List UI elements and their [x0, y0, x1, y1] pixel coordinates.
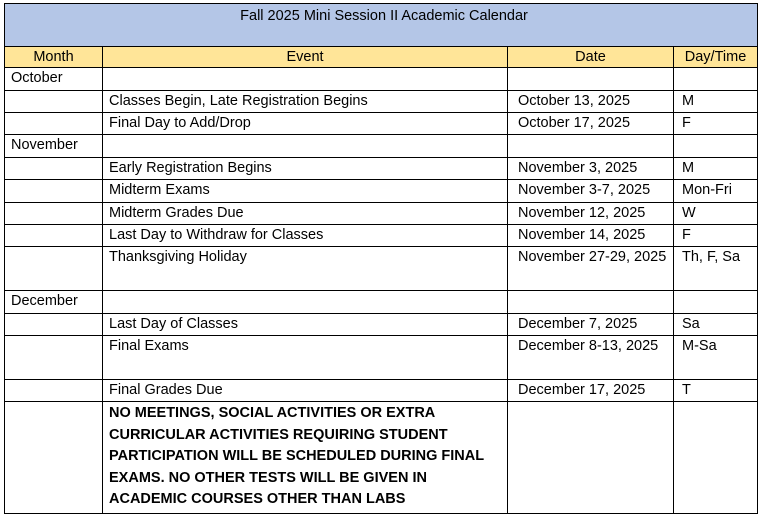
- empty-cell: [5, 202, 103, 224]
- day-cell: Th, F, Sa: [674, 247, 758, 291]
- event-cell: Midterm Grades Due: [103, 202, 508, 224]
- empty-cell: [5, 225, 103, 247]
- month-row-december: [5, 291, 758, 313]
- empty-cell: [5, 313, 103, 335]
- day-cell: W: [674, 202, 758, 224]
- date-cell: December 7, 2025: [508, 313, 674, 335]
- event-cell: Midterm Exams: [103, 180, 508, 202]
- date-cell: November 14, 2025: [508, 225, 674, 247]
- empty-cell: [674, 135, 758, 157]
- table-row: [5, 336, 758, 380]
- empty-cell: [674, 68, 758, 90]
- column-header-month: Month: [5, 46, 103, 67]
- date-cell: December 17, 2025: [508, 379, 674, 401]
- date-cell: December 8-13, 2025: [508, 336, 674, 380]
- day-cell: M-Sa: [674, 336, 758, 380]
- day-cell: F: [674, 225, 758, 247]
- empty-cell: [5, 113, 103, 135]
- empty-cell: [5, 247, 103, 291]
- day-cell: F: [674, 113, 758, 135]
- calendar-title: Fall 2025 Mini Session II Academic Calendar: [5, 4, 758, 47]
- month-label-october: October: [5, 68, 103, 90]
- empty-cell: [5, 157, 103, 179]
- empty-cell: [508, 291, 674, 313]
- table-row: [5, 113, 758, 135]
- table-row: [5, 157, 758, 179]
- empty-cell: [5, 336, 103, 380]
- date-cell: November 3-7, 2025: [508, 180, 674, 202]
- day-cell: Mon-Fri: [674, 180, 758, 202]
- empty-cell: [5, 90, 103, 112]
- event-cell: Thanksgiving Holiday: [103, 247, 508, 291]
- date-cell: November 27-29, 2025: [508, 247, 674, 291]
- table-row: [5, 180, 758, 202]
- column-header-event: Event: [103, 46, 508, 67]
- table-row: [5, 202, 758, 224]
- event-cell: Final Grades Due: [103, 379, 508, 401]
- day-cell: M: [674, 157, 758, 179]
- day-cell: T: [674, 379, 758, 401]
- table-row: [5, 379, 758, 401]
- date-cell: November 12, 2025: [508, 202, 674, 224]
- month-label-november: November: [5, 135, 103, 157]
- date-cell: November 3, 2025: [508, 157, 674, 179]
- table-row: [5, 247, 758, 291]
- table-row: [5, 313, 758, 335]
- empty-cell: [674, 291, 758, 313]
- month-row-november: [5, 135, 758, 157]
- event-cell: Final Exams: [103, 336, 508, 380]
- empty-cell: [674, 402, 758, 514]
- column-header-day-time: Day/Time: [674, 46, 758, 67]
- table-row: [5, 90, 758, 112]
- empty-cell: [103, 291, 508, 313]
- empty-cell: [5, 402, 103, 514]
- date-cell: October 13, 2025: [508, 90, 674, 112]
- empty-cell: [103, 135, 508, 157]
- day-cell: Sa: [674, 313, 758, 335]
- column-header-date: Date: [508, 46, 674, 67]
- academic-calendar-table: [4, 3, 758, 514]
- month-label-december: December: [5, 291, 103, 313]
- empty-cell: [103, 68, 508, 90]
- empty-cell: [508, 402, 674, 514]
- event-cell: Early Registration Begins: [103, 157, 508, 179]
- notice-row: [5, 402, 758, 514]
- empty-cell: [5, 180, 103, 202]
- empty-cell: [5, 379, 103, 401]
- month-row-october: [5, 68, 758, 90]
- header-row: [5, 46, 758, 67]
- title-row: [5, 4, 758, 47]
- empty-cell: [508, 135, 674, 157]
- event-cell: Last Day to Withdraw for Classes: [103, 225, 508, 247]
- day-cell: M: [674, 90, 758, 112]
- event-cell: Last Day of Classes: [103, 313, 508, 335]
- event-cell: Final Day to Add/Drop: [103, 113, 508, 135]
- empty-cell: [508, 68, 674, 90]
- date-cell: October 17, 2025: [508, 113, 674, 135]
- final-exams-notice: NO MEETINGS, SOCIAL ACTIVITIES OR EXTRA CURRICULAR ACTIVITIES REQUIRING STUDENT PARTICIPATION WILL BE SCHEDULED DURING FINAL EXAMS. NO OTHER TESTS WILL BE GIVEN IN ACADEMIC COURSES OTHER THAN LABS: [103, 402, 508, 514]
- table-row: [5, 225, 758, 247]
- event-cell: Classes Begin, Late Registration Begins: [103, 90, 508, 112]
